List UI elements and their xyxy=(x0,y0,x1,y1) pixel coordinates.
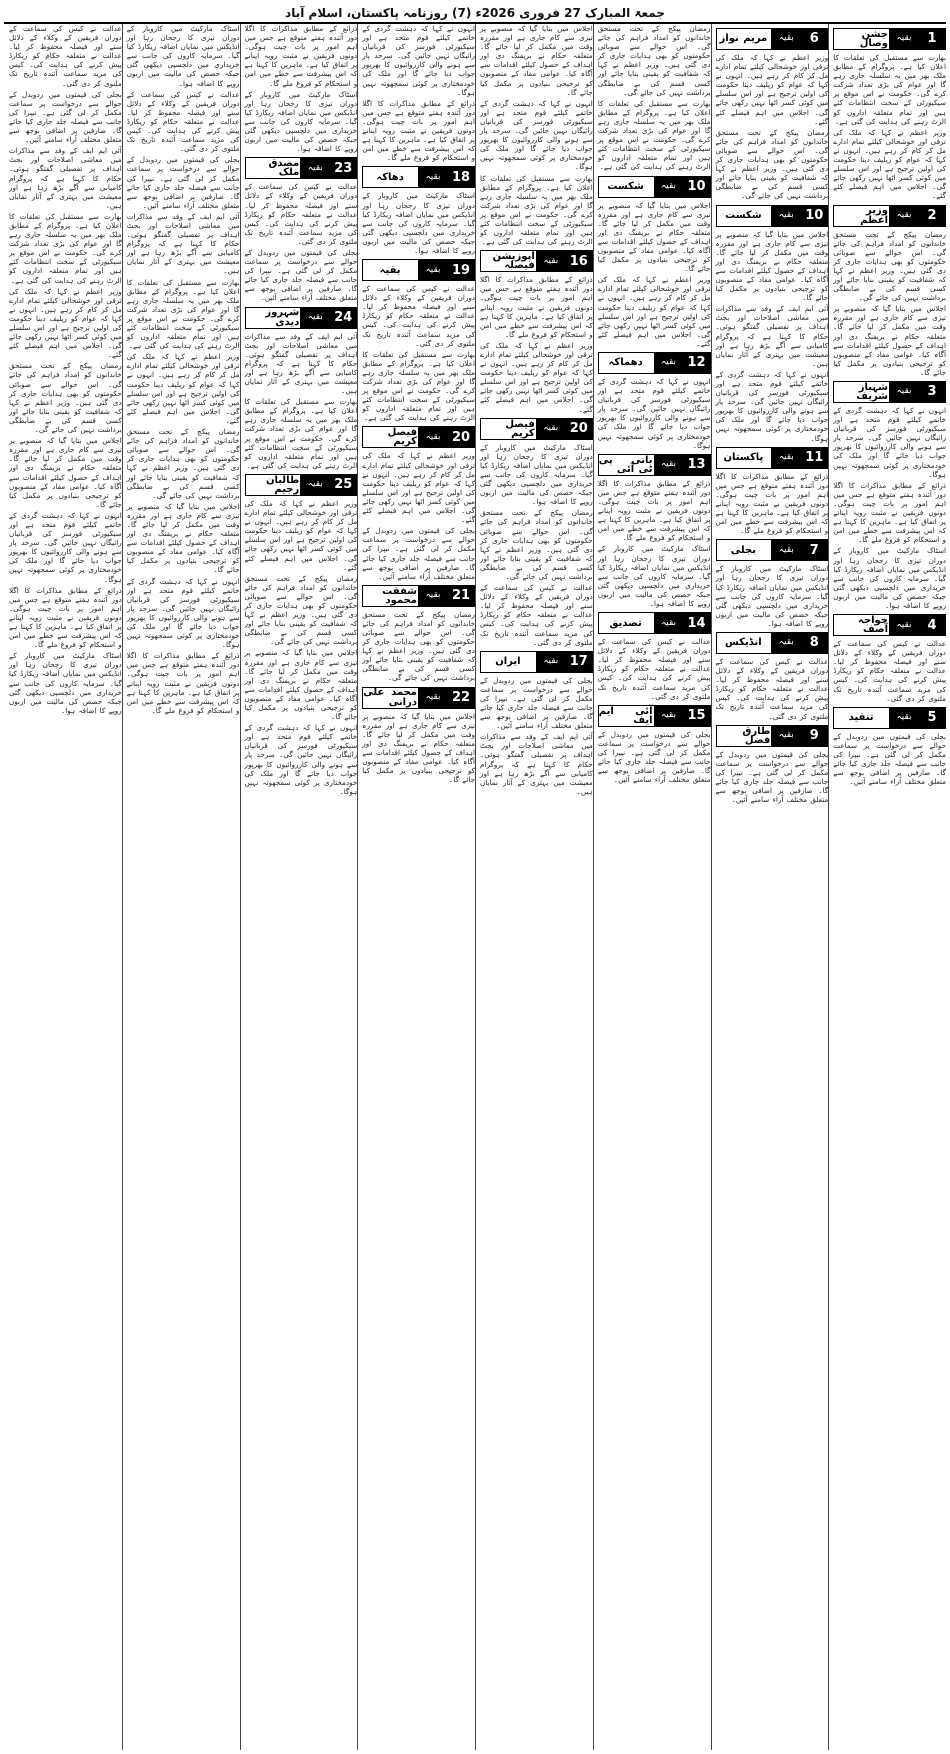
box-tag: بقیہ xyxy=(888,382,919,402)
box-number: 20 xyxy=(448,427,474,447)
continuation-box xyxy=(245,307,358,329)
box-tag: بقیہ xyxy=(653,177,684,197)
box-title: انڈیکس xyxy=(717,633,771,653)
box-number: 18 xyxy=(448,167,474,187)
box-title: جشن وصال xyxy=(834,29,888,49)
box-number: 16 xyxy=(566,251,592,271)
article-paragraph: رمضان پیکج کے تحت مستحق خاندانوں کو امداد فراہم کی جائے گی۔ اس حوالے سے صوبائی حکومتوں کو بھی ہدایات جاری کر دی گئی ہیں۔ وزیر اعظم نے کہا کہ شفافیت کو یقینی بنایا جائے اور کسی قسم کی بے ضابطگی برداشت نہیں کی جائے گی۔ xyxy=(480,508,593,581)
continuation-box xyxy=(833,28,946,50)
continuation-box xyxy=(716,539,829,561)
article-paragraph: ذرائع کے مطابق مذاکرات کا اگلا دور آئندہ ہفتے متوقع ہے جس میں اہم امور پر بات چیت ہوگی۔ دونوں فریقین نے مثبت رویہ اپنانے پر اتفاق کیا ہے۔ ماہرین کا کہنا ہے کہ اس پیشرفت سے خطے میں امن و استحکام کو فروغ ملے گا۔ xyxy=(833,480,946,545)
box-tag: بقیہ xyxy=(770,206,801,226)
article-paragraph: ذرائع کے مطابق مذاکرات کا اگلا دور آئندہ ہفتے متوقع ہے جس میں اہم امور پر بات چیت ہوگی۔ دونوں فریقین نے مثبت رویہ اپنانے پر اتفاق کیا ہے۔ ماہرین کا کہنا ہے کہ اس پیشرفت سے خطے میں امن و استحکام کو فروغ ملے گا۔ xyxy=(9,585,122,650)
box-tag: بقیہ xyxy=(653,706,684,726)
box-tag: بقیہ xyxy=(653,613,684,633)
box-title: بجلی xyxy=(717,540,771,560)
article-paragraph: وزیر اعظم نے کہا کہ ملک کی ترقی اور خوشحالی کیلئے تمام ادارے مل کر کام کر رہے ہیں۔ انہوں نے کہا کہ عوام کو ریلیف دینا حکومت کی اولین ترجیح ہے اور اس سلسلے میں کوئی کسر اٹھا نہیں رکھی جائے گی۔ اجلاس میں اہم فیصلے کئے گئے۔ xyxy=(597,275,711,348)
box-title: بقیہ xyxy=(363,260,417,280)
article-paragraph: ذرائع کے مطابق مذاکرات کا اگلا دور آئندہ ہفتے متوقع ہے جس میں اہم امور پر بات چیت ہوگی۔ دونوں فریقین نے مثبت رویہ اپنانے پر اتفاق کیا ہے۔ ماہرین کا کہنا ہے کہ اس پیشرفت سے خطے میں امن و استحکام کو فروغ ملے گا۔ xyxy=(597,478,711,543)
column-6 xyxy=(240,24,358,1750)
article-paragraph: رمضان پیکج کے تحت مستحق خاندانوں کو امداد فراہم کی جائے گی۔ اس حوالے سے صوبائی حکومتوں کو بھی ہدایات جاری کر دی گئی ہیں۔ وزیر اعظم نے کہا کہ شفافیت کو یقینی بنایا جائے اور کسی قسم کی بے ضابطگی برداشت نہیں کی جائے گی۔ xyxy=(9,361,122,435)
article-paragraph: آئی ایم ایف کے وفد سے مذاکرات میں معاشی اصلاحات اور بجٹ اہداف پر تفصیلی گفتگو ہوئی۔ حکام کا کہنا ہے کہ پروگرام کامیابی سے آگے بڑھ رہا ہے اور معیشت میں بہتری کے آثار نمایاں ہیں۔ xyxy=(244,331,358,396)
article-paragraph: ذرائع کے مطابق مذاکرات کا اگلا دور آئندہ ہفتے متوقع ہے جس میں اہم امور پر بات چیت ہوگی۔ دونوں فریقین نے مثبت رویہ اپنانے پر اتفاق کیا ہے۔ ماہرین کا کہنا ہے کہ اس پیشرفت سے خطے میں امن و استحکام کو فروغ ملے گا۔ xyxy=(126,651,240,715)
article-paragraph: انہوں نے کہا کہ دہشت گردی کے خاتمے کیلئے قوم متحد ہے اور سیکیورٹی فورسز کی قربانیاں رائیگاں نہیں جائیں گی۔ سرحد پار سے ہونے والی کارروائیوں کا بھرپور جواب دیا جائے گا اور ملک کی خودمختاری پر کوئی سمجھوتہ نہیں ہوگا۔ xyxy=(362,24,475,97)
box-tag: بقیہ xyxy=(770,633,801,653)
continuation-box xyxy=(716,28,829,50)
box-tag: بقیہ xyxy=(888,206,919,226)
box-number: 13 xyxy=(684,455,710,475)
box-number: 4 xyxy=(919,615,945,635)
box-title: طارق فضل xyxy=(717,726,771,746)
article-paragraph: عدالت نے کیس کی سماعت کے دوران فریقین کے وکلاء کے دلائل سنے اور فیصلہ محفوظ کر لیا۔ عدالت نے متعلقہ حکام کو ریکارڈ پیش کرنے کی ہدایت کی۔ کیس کی مزید سماعت آئندہ تاریخ تک ملتوی کر دی گئی۔ xyxy=(244,182,358,246)
article-paragraph: عدالت نے کیس کی سماعت کے دوران فریقین کے وکلاء کے دلائل سنے اور فیصلہ محفوظ کر لیا۔ عدالت نے متعلقہ حکام کو ریکارڈ پیش کرنے کی ہدایت کی۔ کیس کی مزید سماعت آئندہ تاریخ تک ملتوی کر دی گئی۔ xyxy=(126,89,240,154)
article-paragraph: عدالت نے کیس کی سماعت کے دوران فریقین کے وکلاء کے دلائل سنے اور فیصلہ محفوظ کر لیا۔ عدالت نے متعلقہ حکام کو ریکارڈ پیش کرنے کی ہدایت کی۔ کیس کی مزید سماعت آئندہ تاریخ تک ملتوی کر دی گئی۔ xyxy=(362,284,475,348)
box-title: تصدیق xyxy=(599,613,653,633)
article-paragraph: ذرائع کے مطابق مذاکرات کا اگلا دور آئندہ ہفتے متوقع ہے جس میں اہم امور پر بات چیت ہوگی۔ دونوں فریقین نے مثبت رویہ اپنانے پر اتفاق کیا ہے۔ ماہرین کا کہنا ہے کہ اس پیشرفت سے خطے میں امن و استحکام کو فروغ ملے گا۔ xyxy=(362,98,475,163)
article-paragraph: بھارت سے مستقبل کی تعلقات کا اعلان کیا ہے۔ پروگرام کے مطابق ملک بھر میں یہ سلسلہ جاری رہے گا اور عوام کی بڑی تعداد شرکت کرے گی۔ حکومت نے اس موقع پر سیکیورٹی کے سخت انتظامات کئے ہیں اور تمام متعلقہ اداروں کو الرٹ رہنے کی ہدایت کی گئی ہے۔ xyxy=(244,397,358,470)
article-paragraph: بجلی کی قیمتوں میں ردوبدل کے حوالے سے درخواست پر سماعت مکمل کر لی گئی ہے۔ نیپرا کی جانب سے فیصلہ جلد جاری کیا جائے گا۔ صارفین پر اضافی بوجھ سے متعلق مختلف آراء سامنے آئیں۔ xyxy=(9,89,122,145)
box-title: فیصل کریم xyxy=(363,427,417,447)
continuation-box xyxy=(480,250,593,272)
continuation-box xyxy=(598,176,711,198)
article-paragraph: آئی ایم ایف کے وفد سے مذاکرات میں معاشی اصلاحات اور بجٹ اہداف پر تفصیلی گفتگو ہوئی۔ حکام کا کہنا ہے کہ پروگرام کامیابی سے آگے بڑھ رہا ہے اور معیشت میں بہتری کے آثار نمایاں ہیں۔ xyxy=(9,146,122,210)
continuation-box xyxy=(598,352,711,374)
article-paragraph: عدالت نے کیس کی سماعت کے دوران فریقین کے وکلاء کے دلائل سنے اور فیصلہ محفوظ کر لیا۔ عدالت نے متعلقہ حکام کو ریکارڈ پیش کرنے کی ہدایت کی۔ کیس کی مزید سماعت آئندہ تاریخ تک ملتوی کر دی گئی۔ xyxy=(833,639,946,703)
continuation-box xyxy=(716,447,829,469)
box-title: مصدق ملک xyxy=(246,158,300,178)
box-number: 5 xyxy=(919,708,945,728)
article-paragraph: بھارت سے مستقبل کی تعلقات کا اعلان کیا ہے۔ پروگرام کے مطابق ملک بھر میں یہ سلسلہ جاری رہے گا اور عوام کی بڑی تعداد شرکت کرے گی۔ حکومت نے اس موقع پر سیکیورٹی کے سخت انتظامات کئے ہیں اور تمام متعلقہ اداروں کو الرٹ رہنے کی ہدایت کی گئی ہے۔ xyxy=(126,277,240,351)
article-paragraph: آئی ایم ایف کے وفد سے مذاکرات میں معاشی اصلاحات اور بجٹ اہداف پر تفصیلی گفتگو ہوئی۔ حکام کا کہنا ہے کہ پروگرام کامیابی سے آگے بڑھ رہا ہے اور معیشت میں بہتری کے آثار نمایاں ہیں۔ xyxy=(480,732,593,796)
article-paragraph: اجلاس میں بتایا گیا کہ منصوبے پر تیزی سے کام جاری ہے اور مقررہ وقت میں مکمل کر لیا جائے گا۔ متعلقہ حکام نے بریفنگ دی اور اہداف کے حصول کیلئے اقدامات سے آگاہ کیا۔ عوامی مفاد کے منصوبوں کو ترجیحی بنیادوں پر مکمل کیا جائے گا۔ xyxy=(715,229,829,303)
article-paragraph: رمضان پیکج کے تحت مستحق خاندانوں کو امداد فراہم کی جائے گی۔ اس حوالے سے صوبائی حکومتوں کو بھی ہدایات جاری کر دی گئی ہیں۔ وزیر اعظم نے کہا کہ شفافیت کو یقینی بنایا جائے اور کسی قسم کی بے ضابطگی برداشت نہیں کی جائے گی۔ xyxy=(126,427,240,500)
article-paragraph: بجلی کی قیمتوں میں ردوبدل کے حوالے سے درخواست پر سماعت مکمل کر لی گئی ہے۔ نیپرا کی جانب سے فیصلہ جلد جاری کیا جائے گا۔ صارفین پر اضافی بوجھ سے متعلق مختلف آراء سامنے آئیں۔ xyxy=(126,155,240,210)
continuation-box xyxy=(716,725,829,747)
article-paragraph: انہوں نے کہا کہ دہشت گردی کے خاتمے کیلئے قوم متحد ہے اور سیکیورٹی فورسز کی قربانیاں رائیگاں نہیں جائیں گی۔ سرحد پار سے ہونے والی کارروائیوں کا بھرپور جواب دیا جائے گا اور ملک کی خودمختاری پر کوئی سمجھوتہ نہیں ہوگا۔ xyxy=(715,369,829,443)
article-paragraph: انہوں نے کہا کہ دہشت گردی کے خاتمے کیلئے قوم متحد ہے اور سیکیورٹی فورسز کی قربانیاں رائیگاں نہیں جائیں گی۔ سرحد پار سے ہونے والی کارروائیوں کا بھرپور جواب دیا جائے گا اور ملک کی خودمختاری پر کوئی سمجھوتہ نہیں ہوگا۔ xyxy=(833,406,946,479)
continuation-box xyxy=(362,585,475,607)
article-paragraph: اجلاس میں بتایا گیا کہ منصوبے پر تیزی سے کام جاری ہے اور مقررہ وقت میں مکمل کر لیا جائے گا۔ متعلقہ حکام نے بریفنگ دی اور اہداف کے حصول کیلئے اقدامات سے آگاہ کیا۔ عوامی مفاد کے منصوبوں کو ترجیحی بنیادوں پر مکمل کیا جائے گا۔ xyxy=(126,501,240,575)
box-tag: بقیہ xyxy=(417,427,448,447)
article-paragraph: وزیر اعظم نے کہا کہ ملک کی ترقی اور خوشحالی کیلئے تمام ادارے مل کر کام کر رہے ہیں۔ انہوں نے کہا کہ عوام کو ریلیف دینا حکومت کی اولین ترجیح ہے اور اس سلسلے میں کوئی کسر اٹھا نہیں رکھی جائے گی۔ اجلاس میں اہم فیصلے کئے گئے۔ xyxy=(833,127,946,201)
article-paragraph: وزیر اعظم نے کہا کہ ملک کی ترقی اور خوشحالی کیلئے تمام ادارے مل کر کام کر رہے ہیں۔ انہوں نے کہا کہ عوام کو ریلیف دینا حکومت کی اولین ترجیح ہے اور اس سلسلے میں کوئی کسر اٹھا نہیں رکھی جائے گی۔ اجلاس میں اہم فیصلے کئے گئے۔ xyxy=(9,286,122,360)
box-number: 11 xyxy=(801,448,827,468)
box-title: دھماکہ xyxy=(599,353,653,373)
article-paragraph: بجلی کی قیمتوں میں ردوبدل کے حوالے سے درخواست پر سماعت مکمل کر لی گئی ہے۔ نیپرا کی جانب سے فیصلہ جلد جاری کیا جائے گا۔ صارفین پر اضافی بوجھ سے متعلق مختلف آراء سامنے آئیں۔ xyxy=(244,247,358,303)
article-paragraph: عدالت نے کیس کی سماعت کے دوران فریقین کے وکلاء کے دلائل سنے اور فیصلہ محفوظ کر لیا۔ عدالت نے متعلقہ حکام کو ریکارڈ پیش کرنے کی ہدایت کی۔ کیس کی مزید سماعت آئندہ تاریخ تک ملتوی کر دی گئی۔ xyxy=(715,656,829,721)
box-number: 6 xyxy=(801,29,827,49)
article-paragraph: رمضان پیکج کے تحت مستحق خاندانوں کو امداد فراہم کی جائے گی۔ اس حوالے سے صوبائی حکومتوں کو بھی ہدایات جاری کر دی گئی ہیں۔ وزیر اعظم نے کہا کہ شفافیت کو یقینی بنایا جائے اور کسی قسم کی بے ضابطگی برداشت نہیں کی جائے گی۔ xyxy=(833,229,946,303)
article-paragraph: بجلی کی قیمتوں میں ردوبدل کے حوالے سے درخواست پر سماعت مکمل کر لی گئی ہے۔ نیپرا کی جانب سے فیصلہ جلد جاری کیا جائے گا۔ صارفین پر اضافی بوجھ سے متعلق مختلف آراء سامنے آئیں۔ xyxy=(597,729,711,785)
box-number: 10 xyxy=(801,206,827,226)
box-tag: بقیہ xyxy=(417,260,448,280)
box-title: پاکستان xyxy=(717,448,771,468)
box-tag: بقیہ xyxy=(417,586,448,606)
box-tag: بقیہ xyxy=(535,251,566,271)
box-title: دھاکہ xyxy=(363,167,417,187)
continuation-box xyxy=(598,612,711,634)
continuation-box xyxy=(833,614,946,636)
box-number: 24 xyxy=(330,308,356,328)
box-tag: بقیہ xyxy=(653,455,684,475)
box-number: 10 xyxy=(684,177,710,197)
article-paragraph: اسٹاک مارکیٹ میں کاروبار کے دوران تیزی کا رجحان رہا اور انڈیکس میں نمایاں اضافہ ریکارڈ کیا گیا۔ سرمایہ کاروں کی جانب سے خریداری میں دلچسپی دیکھی گئی جبکہ حصص کی مالیت میں اربوں روپے کا اضافہ ہوا۔ xyxy=(715,564,829,628)
box-number: 3 xyxy=(919,382,945,402)
article-paragraph: آئی ایم ایف کے وفد سے مذاکرات میں معاشی اصلاحات اور بجٹ اہداف پر تفصیلی گفتگو ہوئی۔ حکام کا کہنا ہے کہ پروگرام کامیابی سے آگے بڑھ رہا ہے اور معیشت میں بہتری کے آثار نمایاں ہیں۔ xyxy=(715,304,829,368)
box-title: طالبان رجیم xyxy=(246,475,300,495)
continuation-box xyxy=(598,705,711,727)
continuation-box xyxy=(833,707,946,729)
continuation-box xyxy=(598,454,711,476)
box-title: بانی پی ٹی آئی xyxy=(598,454,653,475)
article-paragraph: عدالت نے کیس کی سماعت کے دوران فریقین کے وکلاء کے دلائل سنے اور فیصلہ محفوظ کر لیا۔ عدالت نے متعلقہ حکام کو ریکارڈ پیش کرنے کی ہدایت کی۔ کیس کی مزید سماعت آئندہ تاریخ تک ملتوی کر دی گئی۔ xyxy=(9,24,122,88)
box-title: شکست xyxy=(599,177,653,197)
continuation-box xyxy=(245,157,358,179)
continuation-box xyxy=(362,259,475,281)
box-number: 23 xyxy=(330,158,356,178)
box-title: آئی ایم ایف xyxy=(598,705,653,726)
article-paragraph: بھارت سے مستقبل کی تعلقات کا اعلان کیا ہے۔ پروگرام کے مطابق ملک بھر میں یہ سلسلہ جاری رہے گا اور عوام کی بڑی تعداد شرکت کرے گی۔ حکومت نے اس موقع پر سیکیورٹی کے سخت انتظامات کئے ہیں اور تمام متعلقہ اداروں کو الرٹ رہنے کی ہدایت کی گئی ہے۔ xyxy=(362,349,475,423)
box-title: ایران xyxy=(481,652,535,672)
article-paragraph: رمضان پیکج کے تحت مستحق خاندانوں کو امداد فراہم کی جائے گی۔ اس حوالے سے صوبائی حکومتوں کو بھی ہدایات جاری کر دی گئی ہیں۔ وزیر اعظم نے کہا کہ شفافیت کو یقینی بنایا جائے اور کسی قسم کی بے ضابطگی برداشت نہیں کی جائے گی۔ xyxy=(244,573,358,647)
article-paragraph: رمضان پیکج کے تحت مستحق خاندانوں کو امداد فراہم کی جائے گی۔ اس حوالے سے صوبائی حکومتوں کو بھی ہدایات جاری کر دی گئی ہیں۔ وزیر اعظم نے کہا کہ شفافیت کو یقینی بنایا جائے اور کسی قسم کی بے ضابطگی برداشت نہیں کی جائے گی۔ xyxy=(597,24,711,97)
article-paragraph: ذرائع کے مطابق مذاکرات کا اگلا دور آئندہ ہفتے متوقع ہے جس میں اہم امور پر بات چیت ہوگی۔ دونوں فریقین نے مثبت رویہ اپنانے پر اتفاق کیا ہے۔ ماہرین کا کہنا ہے کہ اس پیشرفت سے خطے میں امن و استحکام کو فروغ ملے گا۔ xyxy=(480,275,593,339)
continuation-box xyxy=(716,205,829,227)
article-paragraph: عدالت نے کیس کی سماعت کے دوران فریقین کے وکلاء کے دلائل سنے اور فیصلہ محفوظ کر لیا۔ عدالت نے متعلقہ حکام کو ریکارڈ پیش کرنے کی ہدایت کی۔ کیس کی مزید سماعت آئندہ تاریخ تک ملتوی کر دی گئی۔ xyxy=(480,583,593,647)
box-tag: بقیہ xyxy=(535,652,566,672)
article-paragraph: عدالت نے کیس کی سماعت کے دوران فریقین کے وکلاء کے دلائل سنے اور فیصلہ محفوظ کر لیا۔ عدالت نے متعلقہ حکام کو ریکارڈ پیش کرنے کی ہدایت کی۔ کیس کی مزید سماعت آئندہ تاریخ تک ملتوی کر دی گئی۔ xyxy=(597,637,711,701)
column-7 xyxy=(122,24,240,1750)
article-paragraph: اجلاس میں بتایا گیا کہ منصوبے پر تیزی سے کام جاری ہے اور مقررہ وقت میں مکمل کر لیا جائے گا۔ متعلقہ حکام نے بریفنگ دی اور اہداف کے حصول کیلئے اقدامات سے آگاہ کیا۔ عوامی مفاد کے منصوبوں کو ترجیحی بنیادوں پر مکمل کیا جائے گا۔ xyxy=(480,24,593,97)
box-number: 22 xyxy=(448,688,474,708)
article-paragraph: ذرائع کے مطابق مذاکرات کا اگلا دور آئندہ ہفتے متوقع ہے جس میں اہم امور پر بات چیت ہوگی۔ دونوں فریقین نے مثبت رویہ اپنانے پر اتفاق کیا ہے۔ ماہرین کا کہنا ہے کہ اس پیشرفت سے خطے میں امن و استحکام کو فروغ ملے گا۔ xyxy=(715,471,829,536)
box-tag: بقیہ xyxy=(417,167,448,187)
box-tag: بقیہ xyxy=(770,29,801,49)
box-number: 15 xyxy=(684,706,710,726)
article-paragraph: انہوں نے کہا کہ دہشت گردی کے خاتمے کیلئے قوم متحد ہے اور سیکیورٹی فورسز کی قربانیاں رائیگاں نہیں جائیں گی۔ سرحد پار سے ہونے والی کارروائیوں کا بھرپور جواب دیا جائے گا اور ملک کی خودمختاری پر کوئی سمجھوتہ نہیں ہوگا۔ xyxy=(597,377,711,450)
article-paragraph: انہوں نے کہا کہ دہشت گردی کے خاتمے کیلئے قوم متحد ہے اور سیکیورٹی فورسز کی قربانیاں رائیگاں نہیں جائیں گی۔ سرحد پار سے ہونے والی کارروائیوں کا بھرپور جواب دیا جائے گا اور ملک کی خودمختاری پر کوئی سمجھوتہ نہیں ہوگا۔ xyxy=(9,510,122,584)
continuation-box xyxy=(833,205,946,227)
box-number: 2 xyxy=(919,206,945,226)
box-title: شہروز دیدی xyxy=(246,308,300,328)
box-title: تنقید xyxy=(834,708,888,728)
box-tag: بقیہ xyxy=(770,540,801,560)
box-tag: بقیہ xyxy=(770,448,801,468)
box-tag: بقیہ xyxy=(888,708,919,728)
newspaper-page xyxy=(4,24,946,1750)
box-number: 7 xyxy=(801,540,827,560)
box-title: خواجہ آصف xyxy=(834,615,888,635)
box-number: 20 xyxy=(566,419,592,439)
article-paragraph: اسٹاک مارکیٹ میں کاروبار کے دوران تیزی کا رجحان رہا اور انڈیکس میں نمایاں اضافہ ریکارڈ کیا گیا۔ سرمایہ کاروں کی جانب سے خریداری میں دلچسپی دیکھی گئی جبکہ حصص کی مالیت میں اربوں روپے کا اضافہ ہوا۔ xyxy=(833,546,946,610)
continuation-box xyxy=(245,474,358,496)
column-3 xyxy=(593,24,711,1750)
article-paragraph: اسٹاک مارکیٹ میں کاروبار کے دوران تیزی کا رجحان رہا اور انڈیکس میں نمایاں اضافہ ریکارڈ کیا گیا۔ سرمایہ کاروں کی جانب سے خریداری میں دلچسپی دیکھی گئی جبکہ حصص کی مالیت میں اربوں روپے کا اضافہ ہوا۔ xyxy=(480,442,593,507)
box-number: 17 xyxy=(566,652,592,672)
article-paragraph: اجلاس میں بتایا گیا کہ منصوبے پر تیزی سے کام جاری ہے اور مقررہ وقت میں مکمل کر لیا جائے گا۔ متعلقہ حکام نے بریفنگ دی اور اہداف کے حصول کیلئے اقدامات سے آگاہ کیا۔ عوامی مفاد کے منصوبوں کو ترجیحی بنیادوں پر مکمل کیا جائے گا۔ xyxy=(362,711,475,785)
article-paragraph: اجلاس میں بتایا گیا کہ منصوبے پر تیزی سے کام جاری ہے اور مقررہ وقت میں مکمل کر لیا جائے گا۔ متعلقہ حکام نے بریفنگ دی اور اہداف کے حصول کیلئے اقدامات سے آگاہ کیا۔ عوامی مفاد کے منصوبوں کو ترجیحی بنیادوں پر مکمل کیا جائے گا۔ xyxy=(833,304,946,377)
article-paragraph: وزیر اعظم نے کہا کہ ملک کی ترقی اور خوشحالی کیلئے تمام ادارے مل کر کام کر رہے ہیں۔ انہوں نے کہا کہ عوام کو ریلیف دینا حکومت کی اولین ترجیح ہے اور اس سلسلے میں کوئی کسر اٹھا نہیں رکھی جائے گی۔ اجلاس میں اہم فیصلے کئے گئے۔ xyxy=(244,498,358,572)
box-number: 14 xyxy=(684,613,710,633)
box-title: شکست xyxy=(717,206,771,226)
box-title: محمد علی درانی xyxy=(363,687,417,708)
article-paragraph: بجلی کی قیمتوں میں ردوبدل کے حوالے سے درخواست پر سماعت مکمل کر لی گئی ہے۔ نیپرا کی جانب سے فیصلہ جلد جاری کیا جائے گا۔ صارفین پر اضافی بوجھ سے متعلق مختلف آراء سامنے آئیں۔ xyxy=(480,675,593,731)
box-tag: بقیہ xyxy=(299,158,330,178)
box-number: 12 xyxy=(684,353,710,373)
box-number: 9 xyxy=(801,726,827,746)
column-1 xyxy=(828,24,946,1750)
box-tag: بقیہ xyxy=(535,419,566,439)
box-tag: بقیہ xyxy=(417,688,448,708)
article-paragraph: بھارت سے مستقبل کی تعلقات کا اعلان کیا ہے۔ پروگرام کے مطابق ملک بھر میں یہ سلسلہ جاری رہے گا اور عوام کی بڑی تعداد شرکت کرے گی۔ حکومت نے اس موقع پر سیکیورٹی کے سخت انتظامات کئے ہیں اور تمام متعلقہ اداروں کو الرٹ رہنے کی ہدایت کی گئی ہے۔ xyxy=(480,173,593,247)
article-paragraph: وزیر اعظم نے کہا کہ ملک کی ترقی اور خوشحالی کیلئے تمام ادارے مل کر کام کر رہے ہیں۔ انہوں نے کہا کہ عوام کو ریلیف دینا حکومت کی اولین ترجیح ہے اور اس سلسلے میں کوئی کسر اٹھا نہیں رکھی جائے گی۔ اجلاس میں اہم فیصلے کئے گئے۔ xyxy=(126,352,240,425)
box-number: 19 xyxy=(448,260,474,280)
column-2 xyxy=(711,24,829,1750)
box-tag: بقیہ xyxy=(299,475,330,495)
continuation-box xyxy=(362,687,475,709)
article-paragraph: انہوں نے کہا کہ دہشت گردی کے خاتمے کیلئے قوم متحد ہے اور سیکیورٹی فورسز کی قربانیاں رائیگاں نہیں جائیں گی۔ سرحد پار سے ہونے والی کارروائیوں کا بھرپور جواب دیا جائے گا اور ملک کی خودمختاری پر کوئی سمجھوتہ نہیں ہوگا۔ xyxy=(244,723,358,796)
article-paragraph: انہوں نے کہا کہ دہشت گردی کے خاتمے کیلئے قوم متحد ہے اور سیکیورٹی فورسز کی قربانیاں رائیگاں نہیں جائیں گی۔ سرحد پار سے ہونے والی کارروائیوں کا بھرپور جواب دیا جائے گا اور ملک کی خودمختاری پر کوئی سمجھوتہ نہیں ہوگا۔ xyxy=(480,98,593,172)
article-paragraph: بجلی کی قیمتوں میں ردوبدل کے حوالے سے درخواست پر سماعت مکمل کر لی گئی ہے۔ نیپرا کی جانب سے فیصلہ جلد جاری کیا جائے گا۔ صارفین پر اضافی بوجھ سے متعلق مختلف آراء سامنے آئیں۔ xyxy=(715,749,829,805)
article-paragraph: بھارت سے مستقبل کی تعلقات کا اعلان کیا ہے۔ پروگرام کے مطابق ملک بھر میں یہ سلسلہ جاری رہے گا اور عوام کی بڑی تعداد شرکت کرے گی۔ حکومت نے اس موقع پر سیکیورٹی کے سخت انتظامات کئے ہیں اور تمام متعلقہ اداروں کو الرٹ رہنے کی ہدایت کی گئی ہے۔ xyxy=(9,211,122,285)
article-paragraph: اجلاس میں بتایا گیا کہ منصوبے پر تیزی سے کام جاری ہے اور مقررہ وقت میں مکمل کر لیا جائے گا۔ متعلقہ حکام نے بریفنگ دی اور اہداف کے حصول کیلئے اقدامات سے آگاہ کیا۔ عوامی مفاد کے منصوبوں کو ترجیحی بنیادوں پر مکمل کیا جائے گا۔ xyxy=(9,436,122,509)
box-title: فیصل کریم xyxy=(481,419,535,439)
article-paragraph: ذرائع کے مطابق مذاکرات کا اگلا دور آئندہ ہفتے متوقع ہے جس میں اہم امور پر بات چیت ہوگی۔ دونوں فریقین نے مثبت رویہ اپنانے پر اتفاق کیا ہے۔ ماہرین کا کہنا ہے کہ اس پیشرفت سے خطے میں امن و استحکام کو فروغ ملے گا۔ xyxy=(244,24,358,88)
article-paragraph: وزیر اعظم نے کہا کہ ملک کی ترقی اور خوشحالی کیلئے تمام ادارے مل کر کام کر رہے ہیں۔ انہوں نے کہا کہ عوام کو ریلیف دینا حکومت کی اولین ترجیح ہے اور اس سلسلے میں کوئی کسر اٹھا نہیں رکھی جائے گی۔ اجلاس میں اہم فیصلے کئے گئے۔ xyxy=(480,340,593,414)
article-paragraph: اسٹاک مارکیٹ میں کاروبار کے دوران تیزی کا رجحان رہا اور انڈیکس میں نمایاں اضافہ ریکارڈ کیا گیا۔ سرمایہ کاروں کی جانب سے خریداری میں دلچسپی دیکھی گئی جبکہ حصص کی مالیت میں اربوں روپے کا اضافہ ہوا۔ xyxy=(362,191,475,255)
column-5 xyxy=(357,24,475,1750)
article-paragraph: اسٹاک مارکیٹ میں کاروبار کے دوران تیزی کا رجحان رہا اور انڈیکس میں نمایاں اضافہ ریکارڈ کیا گیا۔ سرمایہ کاروں کی جانب سے خریداری میں دلچسپی دیکھی گئی جبکہ حصص کی مالیت میں اربوں روپے کا اضافہ ہوا۔ xyxy=(597,544,711,608)
article-paragraph: آئی ایم ایف کے وفد سے مذاکرات میں معاشی اصلاحات اور بجٹ اہداف پر تفصیلی گفتگو ہوئی۔ حکام کا کہنا ہے کہ پروگرام کامیابی سے آگے بڑھ رہا ہے اور معیشت میں بہتری کے آثار نمایاں ہیں۔ xyxy=(126,211,240,276)
continuation-box xyxy=(716,632,829,654)
article-paragraph: اسٹاک مارکیٹ میں کاروبار کے دوران تیزی کا رجحان رہا اور انڈیکس میں نمایاں اضافہ ریکارڈ کیا گیا۔ سرمایہ کاروں کی جانب سے خریداری میں دلچسپی دیکھی گئی جبکہ حصص کی مالیت میں اربوں روپے کا اضافہ ہوا۔ xyxy=(9,651,122,715)
box-number: 21 xyxy=(448,586,474,606)
article-paragraph: وزیر اعظم نے کہا کہ ملک کی ترقی اور خوشحالی کیلئے تمام ادارے مل کر کام کر رہے ہیں۔ انہوں نے کہا کہ عوام کو ریلیف دینا حکومت کی اولین ترجیح ہے اور اس سلسلے میں کوئی کسر اٹھا نہیں رکھی جائے گی۔ اجلاس میں اہم فیصلے کئے گئے۔ xyxy=(715,53,829,126)
box-title: وزیر اعظم xyxy=(834,206,888,226)
article-paragraph: بجلی کی قیمتوں میں ردوبدل کے حوالے سے درخواست پر سماعت مکمل کر لی گئی ہے۔ نیپرا کی جانب سے فیصلہ جلد جاری کیا جائے گا۔ صارفین پر اضافی بوجھ سے متعلق مختلف آراء سامنے آئیں۔ xyxy=(833,731,946,787)
article-paragraph: بھارت سے مستقبل کی تعلقات کا اعلان کیا ہے۔ پروگرام کے مطابق ملک بھر میں یہ سلسلہ جاری رہے گا اور عوام کی بڑی تعداد شرکت کرے گی۔ حکومت نے اس موقع پر سیکیورٹی کے سخت انتظامات کئے ہیں اور تمام متعلقہ اداروں کو الرٹ رہنے کی ہدایت کی گئی ہے۔ xyxy=(833,53,946,126)
continuation-box xyxy=(480,418,593,440)
column-4 xyxy=(475,24,593,1750)
box-tag: بقیہ xyxy=(653,353,684,373)
continuation-box xyxy=(833,381,946,403)
box-tag: بقیہ xyxy=(888,29,919,49)
article-paragraph: رمضان پیکج کے تحت مستحق خاندانوں کو امداد فراہم کی جائے گی۔ اس حوالے سے صوبائی حکومتوں کو بھی ہدایات جاری کر دی گئی ہیں۔ وزیر اعظم نے کہا کہ شفافیت کو یقینی بنایا جائے اور کسی قسم کی بے ضابطگی برداشت نہیں کی جائے گی۔ xyxy=(715,127,829,201)
article-paragraph: بجلی کی قیمتوں میں ردوبدل کے حوالے سے درخواست پر سماعت مکمل کر لی گئی ہے۔ نیپرا کی جانب سے فیصلہ جلد جاری کیا جائے گا۔ صارفین پر اضافی بوجھ سے متعلق مختلف آراء سامنے آئیں۔ xyxy=(362,526,475,581)
box-title: شفقت محمود xyxy=(363,586,417,606)
box-number: 1 xyxy=(919,29,945,49)
article-paragraph: وزیر اعظم نے کہا کہ ملک کی ترقی اور خوشحالی کیلئے تمام ادارے مل کر کام کر رہے ہیں۔ انہوں نے کہا کہ عوام کو ریلیف دینا حکومت کی اولین ترجیح ہے اور اس سلسلے میں کوئی کسر اٹھا نہیں رکھی جائے گی۔ اجلاس میں اہم فیصلے کئے گئے۔ xyxy=(362,451,475,525)
continuation-box xyxy=(480,651,593,673)
continuation-box xyxy=(362,426,475,448)
article-paragraph: اسٹاک مارکیٹ میں کاروبار کے دوران تیزی کا رجحان رہا اور انڈیکس میں نمایاں اضافہ ریکارڈ کیا گیا۔ سرمایہ کاروں کی جانب سے خریداری میں دلچسپی دیکھی گئی جبکہ حصص کی مالیت میں اربوں روپے کا اضافہ ہوا۔ xyxy=(126,24,240,88)
box-tag: بقیہ xyxy=(299,308,330,328)
article-paragraph: بھارت سے مستقبل کی تعلقات کا اعلان کیا ہے۔ پروگرام کے مطابق ملک بھر میں یہ سلسلہ جاری رہے گا اور عوام کی بڑی تعداد شرکت کرے گی۔ حکومت نے اس موقع پر سیکیورٹی کے سخت انتظامات کئے ہیں اور تمام متعلقہ اداروں کو الرٹ رہنے کی ہدایت کی گئی ہے۔ xyxy=(597,98,711,172)
box-number: 8 xyxy=(801,633,827,653)
box-number: 25 xyxy=(330,475,356,495)
article-paragraph: انہوں نے کہا کہ دہشت گردی کے خاتمے کیلئے قوم متحد ہے اور سیکیورٹی فورسز کی قربانیاں رائیگاں نہیں جائیں گی۔ سرحد پار سے ہونے والی کارروائیوں کا بھرپور جواب دیا جائے گا اور ملک کی خودمختاری پر کوئی سمجھوتہ نہیں ہوگا۔ xyxy=(126,576,240,650)
masthead: جمعۃ المبارک 27 فروری 2026ء (7) روزنامہ پاکستان، اسلام آباد xyxy=(4,4,946,24)
continuation-box xyxy=(362,166,475,188)
column-8 xyxy=(5,24,122,1750)
article-paragraph: رمضان پیکج کے تحت مستحق خاندانوں کو امداد فراہم کی جائے گی۔ اس حوالے سے صوبائی حکومتوں کو بھی ہدایات جاری کر دی گئی ہیں۔ وزیر اعظم نے کہا کہ شفافیت کو یقینی بنایا جائے اور کسی قسم کی بے ضابطگی برداشت نہیں کی جائے گی۔ xyxy=(362,609,475,683)
box-tag: بقیہ xyxy=(770,726,801,746)
box-title: مریم نواز xyxy=(717,29,771,49)
article-paragraph: اسٹاک مارکیٹ میں کاروبار کے دوران تیزی کا رجحان رہا اور انڈیکس میں نمایاں اضافہ ریکارڈ کیا گیا۔ سرمایہ کاروں کی جانب سے خریداری میں دلچسپی دیکھی گئی جبکہ حصص کی مالیت میں اربوں روپے کا اضافہ ہوا۔ xyxy=(244,89,358,154)
box-tag: بقیہ xyxy=(888,615,919,635)
box-title: اپوزیشن فیصلہ xyxy=(481,251,535,271)
box-title: شہباز شریف xyxy=(834,382,888,402)
article-paragraph: اجلاس میں بتایا گیا کہ منصوبے پر تیزی سے کام جاری ہے اور مقررہ وقت میں مکمل کر لیا جائے گا۔ متعلقہ حکام نے بریفنگ دی اور اہداف کے حصول کیلئے اقدامات سے آگاہ کیا۔ عوامی مفاد کے منصوبوں کو ترجیحی بنیادوں پر مکمل کیا جائے گا۔ xyxy=(244,648,358,722)
article-paragraph: اجلاس میں بتایا گیا کہ منصوبے پر تیزی سے کام جاری ہے اور مقررہ وقت میں مکمل کر لیا جائے گا۔ متعلقہ حکام نے بریفنگ دی اور اہداف کے حصول کیلئے اقدامات سے آگاہ کیا۔ عوامی مفاد کے منصوبوں کو ترجیحی بنیادوں پر مکمل کیا جائے گا۔ xyxy=(597,200,711,274)
